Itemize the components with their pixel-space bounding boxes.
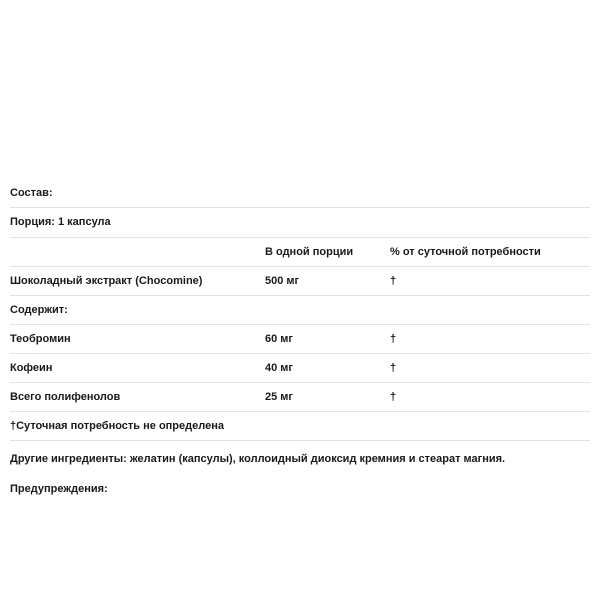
post-table-block [10,441,590,497]
nutrient-name: Всего полифенолов [10,383,265,412]
table-row [10,325,590,354]
composition-label: Состав: [10,178,590,208]
nutrient-amount: 25 мг [265,383,390,412]
column-header-name [10,238,265,267]
nutrient-name: Содержит: [10,296,265,325]
nutrient-daily-value: † [390,354,590,383]
table-footnote-row [10,412,590,441]
table-row [10,383,590,412]
nutrient-amount: 60 мг [265,325,390,354]
supplement-facts-panel [0,178,600,497]
nutrient-amount: 40 мг [265,354,390,383]
nutrient-amount [265,296,390,325]
nutrient-name: Шоколадный экстракт (Chocomine) [10,267,265,296]
supplement-facts-table [10,238,590,441]
column-header-per-serving: В одной порции [265,238,390,267]
table-header-row [10,238,590,267]
nutrient-daily-value: † [390,383,590,412]
nutrient-daily-value: † [390,267,590,296]
table-row [10,296,590,325]
table-row [10,354,590,383]
daily-value-footnote: †Суточная потребность не определена [10,412,590,441]
warnings-label: Предупреждения: [10,483,108,495]
nutrient-amount: 500 мг [265,267,390,296]
other-ingredients-text: Другие ингредиенты: желатин (капсулы), коллоидный диоксид кремния и стеарат магния. [10,453,506,465]
nutrient-daily-value [390,296,590,325]
table-row [10,267,590,296]
column-header-daily-value: % от суточной потребности [390,238,590,267]
serving-size-label: Порция: 1 капсула [10,208,590,238]
nutrient-name: Теобромин [10,325,265,354]
nutrient-name: Кофеин [10,354,265,383]
nutrient-daily-value: † [390,325,590,354]
